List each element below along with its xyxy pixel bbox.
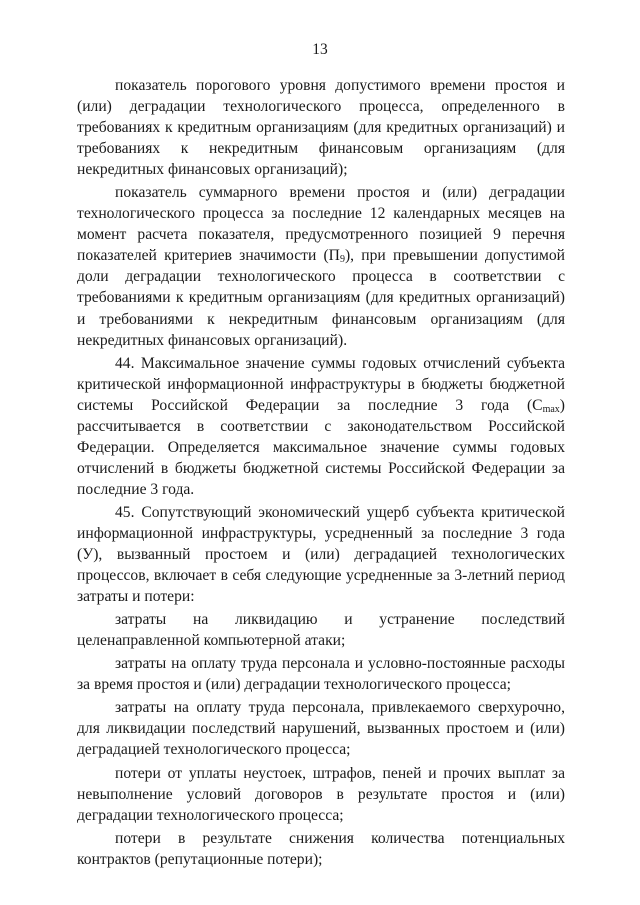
- paragraph-text: 44. Максимальное значение суммы годовых отчислений субъекта критической информационной инфраструктуры в бюджеты бюджетной системы Российской Федерации за последние 3 года (C: [77, 354, 565, 414]
- paragraph-total-downtime: [77, 182, 565, 350]
- paragraph-45-economic-damage: 45. Сопутствующий экономический ущерб субъекта критической информационной инфраструктуры, усредненный за последние 3 года (У), вызванный простоем и (или) деградацией технологических процессов, включает в себя следующие усредненные за 3-летний период затраты и потери:: [77, 503, 565, 606]
- subscript-max: max: [542, 403, 560, 415]
- paragraph-labor-costs: затраты на оплату труда персонала и условно-постоянные расходы за время простоя и (или) деградации технологического процесса;: [77, 655, 565, 694]
- paragraph-penalty-losses: потери от уплаты неустоек, штрафов, пеней и прочих выплат за невыполнение условий договоров в результате простоя и (или) деградации технологического процесса;: [77, 764, 565, 824]
- page-number: 13: [312, 41, 328, 58]
- paragraph-text: ), при превышении допустимой доли деградации технологического процесса в соответствии с требованиями к кредитным организациям (для кредитных организаций) и требованиями к некредитным финансовым организациям (для некредитных финансовых организаций).: [77, 247, 565, 349]
- paragraph-reputation-losses: потери в результате снижения количества потенциальных контрактов (репутационные потери);: [77, 829, 565, 868]
- paragraph-threshold-downtime: показатель порогового уровня допустимого времени простоя и (или) деградации технологического процесса, определенного в требованиях к кредитным организациям (для кредитных организаций) и требованиях к некредитным финансовым организациям (для некредитных финансовых организаций);: [77, 77, 565, 179]
- paragraph-text: ) рассчитывается в соответствии с законодательством Российской Федерации. Определяется максимальное значение суммы годовых отчислений в бюджеты бюджетной системы Российской Федерации за последние 3 года.: [77, 396, 565, 498]
- paragraph-44-max-tax: [77, 353, 565, 500]
- paragraph-attack-costs: затраты на ликвидацию и устранение последствий целенаправленной компьютерной атаки;: [77, 611, 565, 650]
- paragraph-overtime-costs: затраты на оплату труда персонала, привлекаемого сверхурочно, для ликвидации последствий нарушений, вызванных простоем и (или) деградацией технологического процесса;: [77, 699, 565, 759]
- paragraph-text: показатель суммарного времени простоя и (или) деградации технологического процесса за последние 12 календарных месяцев на момент расчета показателя, предусмотренного позицией 9 перечня показателей критериев значимости (П: [77, 184, 565, 265]
- subscript-index: 9: [339, 254, 345, 266]
- document-body: [77, 75, 565, 870]
